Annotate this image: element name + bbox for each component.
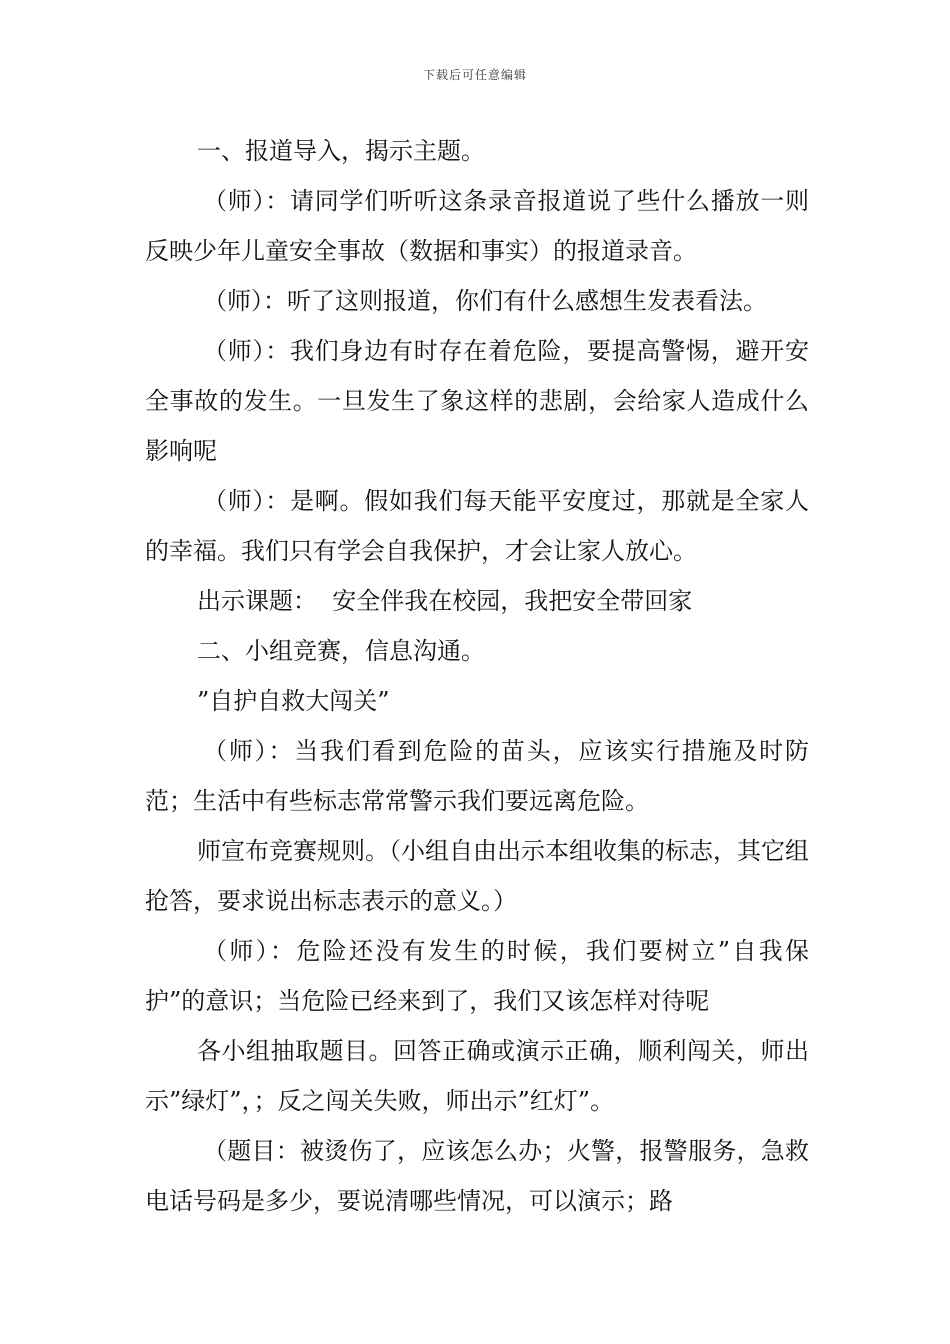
paragraph-teacher-danger-warning: （师）：我们身边有时存在着危险，要提高警惕，避开安全事故的发生。一旦发生了象这样的悲剧，会给家人造成什么影响呢 xyxy=(145,337,809,465)
paragraph-section-two-heading: 二、小组竞赛，信息沟通。 xyxy=(197,637,485,665)
paragraph-game-title: ”自护自救大闯关” xyxy=(197,687,390,715)
paragraph-teacher-prevention: （师）：当我们看到危险的苗头，应该实行措施及时防范；生活中有些标志常常警示我们要远离危险。 xyxy=(145,737,809,815)
document-body xyxy=(145,126,809,1226)
paragraph-teacher-play-recording: （师）：请同学们听听这条录音报道说了些什么播放一则反映少年儿童安全事故（数据和事实）的报道录音。 xyxy=(145,187,809,265)
page-header-note: 下载后可任意编辑 xyxy=(422,68,527,82)
paragraph-teacher-ask-feelings: （师）：听了这则报道，你们有什么感想生发表看法。 xyxy=(203,287,767,315)
paragraph-competition-rules: 师宣布竞赛规则。（小组自由出示本组收集的标志，其它组抢答，要求说出标志表示的意义。） xyxy=(145,837,809,915)
paragraph-section-one-heading: 一、报道导入，揭示主题。 xyxy=(197,137,485,165)
paragraph-teacher-family-happiness: （师）：是啊。假如我们每天能平安度过，那就是全家人的幸福。我们只有学会自我保护，才会让家人放心。 xyxy=(145,487,809,565)
paragraph-show-topic: 出示课题： 安全伴我在校园，我把安全带回家 xyxy=(197,587,693,615)
paragraph-draw-questions: 各小组抽取题目。回答正确或演示正确，顺利闯关，师出示”绿灯”，；反之闯关失败，师出示”红灯”。 xyxy=(145,1037,809,1115)
paragraph-questions-list: （题目：被烫伤了，应该怎么办；火警，报警服务，急救电话号码是多少，要说清哪些情况，可以演示；路 xyxy=(145,1137,809,1215)
paragraph-teacher-self-protection: （师）：危险还没有发生的时候，我们要树立”自我保护”的意识；当危险已经来到了，我们又该怎样对待呢 xyxy=(145,937,809,1015)
